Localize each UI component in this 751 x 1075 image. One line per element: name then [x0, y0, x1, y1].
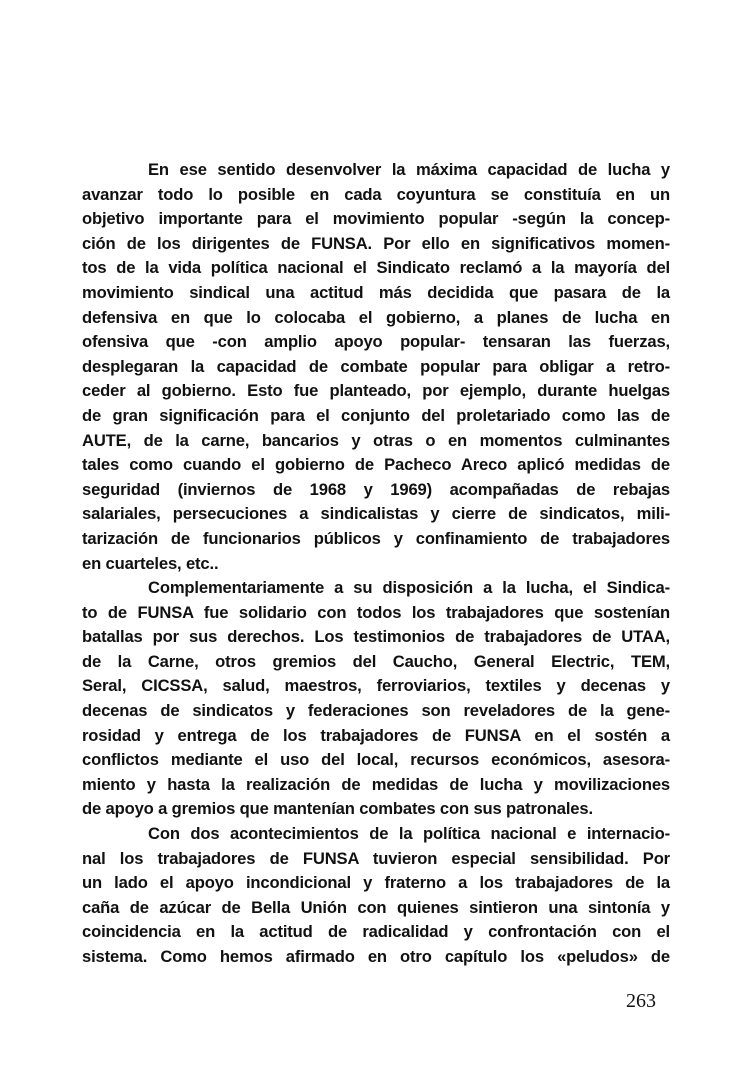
text-line: un lado el apoyo incondicional y fraterno a los trabajadores de la: [82, 873, 670, 893]
text-line: objetivo importante para el movimiento popular -según la concep-: [82, 209, 670, 229]
text-line: conflictos mediante el uso del local, recursos económicos, asesora-: [82, 750, 670, 770]
text-line: batallas por sus derechos. Los testimonios de trabajadores de UTAA,: [82, 627, 670, 647]
text-line: ceder al gobierno. Esto fue planteado, por ejemplo, durante huelgas: [82, 381, 670, 401]
text-line: tos de la vida política nacional el Sindicato reclamó a la mayoría del: [82, 258, 670, 278]
text-line: defensiva en que lo colocaba el gobierno, a planes de lucha en: [82, 307, 670, 327]
text-line: seguridad (inviernos de 1968 y 1969) acompañadas de rebajas: [82, 479, 670, 499]
text-line: movimiento sindical una actitud más decidida que pasara de la: [82, 282, 670, 302]
text-line: coincidencia en la actitud de radicalidad y confrontación con el: [82, 922, 670, 942]
text-line: en cuarteles, etc..: [82, 553, 219, 573]
text-line: tales como cuando el gobierno de Pacheco Areco aplicó medidas de: [82, 455, 670, 475]
text-line: desplegaran la capacidad de combate popular para obligar a retro-: [82, 356, 670, 376]
text-line: de gran significación para el conjunto del proletariado como las de: [82, 405, 670, 425]
text-line: Seral, CICSSA, salud, maestros, ferroviarios, textiles y decenas y: [82, 676, 670, 696]
page-number: 263: [626, 990, 656, 1012]
text-line: de apoyo a gremios que mantenían combates con sus patronales.: [82, 799, 593, 819]
text-line: sistema. Como hemos afirmado en otro capítulo los «peludos» de: [82, 947, 670, 966]
body-text: [82, 158, 670, 970]
text-line: En ese sentido desenvolver la máxima capacidad de lucha y: [148, 160, 670, 179]
text-line: to de FUNSA fue solidario con todos los trabajadores que sostenían: [82, 602, 670, 622]
text-line: miento y hasta la realización de medidas de lucha y movilizaciones: [82, 774, 670, 794]
text-line: tarización de funcionarios públicos y confinamiento de trabajadores: [82, 528, 670, 548]
text-line: Complementariamente a su disposición a la lucha, el Sindica-: [148, 578, 670, 598]
text-line: nal los trabajadores de FUNSA tuvieron especial sensibilidad. Por: [82, 848, 670, 868]
text-line: ofensiva que -con amplio apoyo popular- tensaran las fuerzas,: [82, 332, 670, 352]
text-line: decenas de sindicatos y federaciones son reveladores de la gene-: [82, 701, 670, 721]
text-line: rosidad y entrega de los trabajadores de FUNSA en el sostén a: [82, 725, 670, 745]
text-line: salariales, persecuciones a sindicalistas y cierre de sindicatos, mili-: [82, 504, 670, 524]
text-line: Con dos acontecimientos de la política nacional e internacio-: [148, 824, 670, 844]
text-line: avanzar todo lo posible en cada coyuntura se constituía en un: [82, 184, 670, 204]
text-line: ción de los dirigentes de FUNSA. Por ello en significativos momen-: [82, 233, 670, 253]
text-line: AUTE, de la carne, bancarios y otras o en momentos culminantes: [82, 430, 670, 450]
text-line: de la Carne, otros gremios del Caucho, General Electric, TEM,: [82, 651, 670, 671]
text-line: caña de azúcar de Bella Unión con quienes sintieron una sintonía y: [82, 897, 670, 917]
